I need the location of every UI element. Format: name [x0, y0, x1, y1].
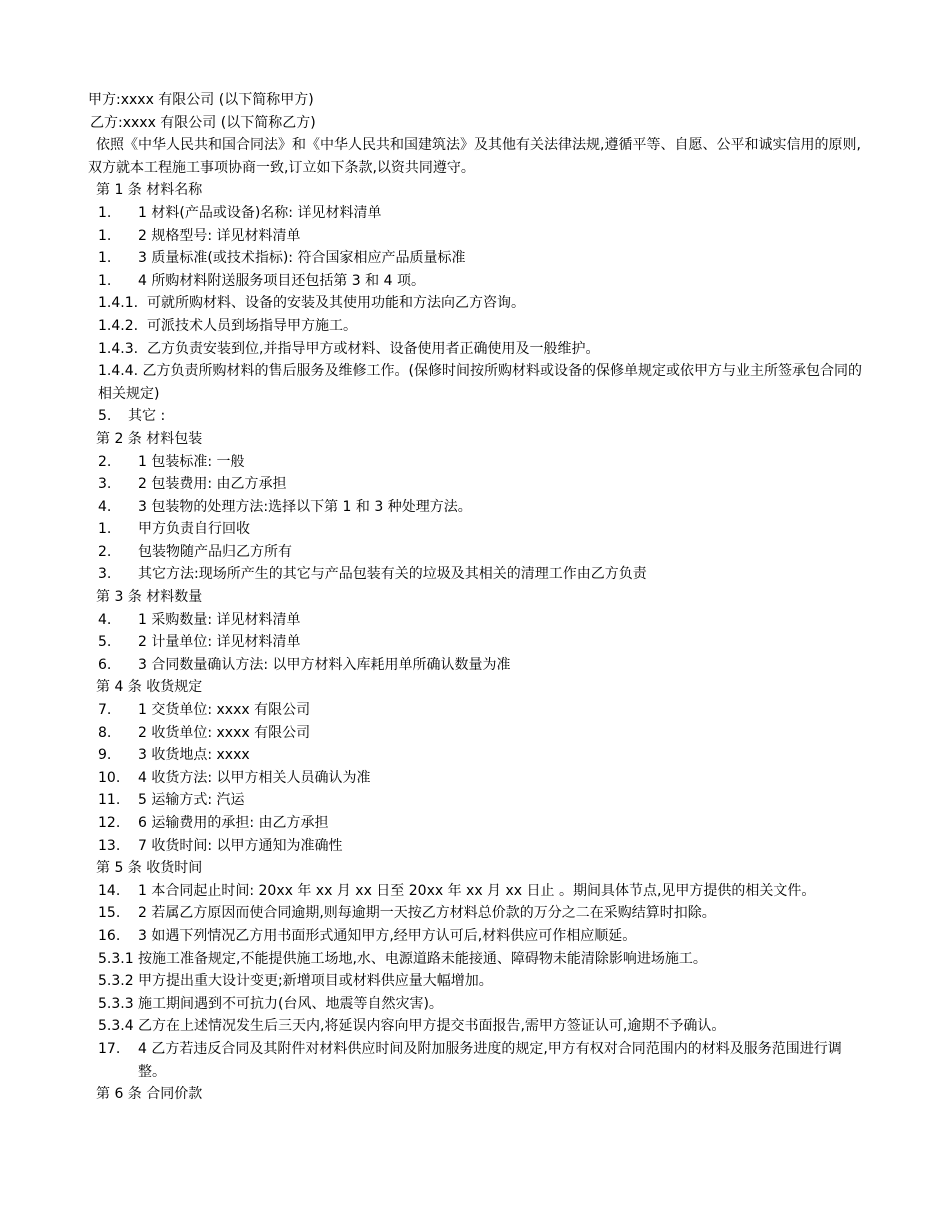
contract-body: [88, 89, 863, 1106]
clause-number: 16.: [98, 927, 121, 944]
clause-text: 2 规格型号: 详见材料清单: [138, 227, 301, 244]
clause-item: [88, 225, 863, 248]
clause-text: 2 计量单位: 详见材料清单: [138, 634, 301, 651]
clause-text: 2 若属乙方原因而使合同逾期,则每逾期一天按乙方材料总价款的万分之二在采购结算时扣除。: [138, 905, 716, 922]
clause-text: 1 材料(产品或设备)名称: 详见材料清单: [138, 204, 382, 221]
clause-item: [88, 699, 863, 722]
clause-text: 5 运输方式: 汽运: [138, 792, 245, 809]
clause-item: [88, 767, 863, 790]
clause-text: 6 运输费用的承担: 由乙方承担: [138, 815, 329, 831]
clause-item: [88, 722, 863, 745]
article-heading: 第 3 条 材料数量: [96, 589, 203, 606]
clause-text: 4 收货方法: 以甲方相关人员确认为准: [138, 769, 371, 786]
clause-number: 5.: [98, 408, 112, 425]
clause-text: 1 采购数量: 详见材料清单: [138, 611, 301, 628]
clause-text: 2 收货单位: xxxx 有限公司: [138, 724, 311, 741]
clause-item: [88, 360, 863, 405]
clause-number: 11.: [98, 792, 121, 809]
intro-text: 依照《中华人民共和国合同法》和《中华人民共和国建筑法》及其他有关法律法规,遵循平等、自愿、公平和诚实信用的原则,双方就本工程施工事项协商一致,订立如下条款,以资共同遵守。: [88, 137, 861, 176]
clause-text: 甲方提出重大设计变更;新增项目或材料供应量大幅增加。: [138, 973, 493, 990]
clause-number: 5.3.2: [98, 973, 134, 990]
clause-number: 1.4.2.: [98, 317, 139, 334]
clause-item: [88, 948, 863, 971]
clause-number: 5.: [98, 634, 112, 651]
clause-text: 乙方在上述情况发生后三天内,将延误内容向甲方提交书面报告,需甲方签证认可,逾期不予确认。: [138, 1018, 726, 1035]
clause-text: 3 如遇下列情况乙方用书面形式通知甲方,经甲方认可后,材料供应可作相应顺延。: [138, 927, 637, 944]
clause-item: [88, 247, 863, 270]
clause-text: 施工期间遇到不可抗力(台风、地震等自然灾害)。: [138, 995, 443, 1012]
clause-number: 7.: [98, 702, 112, 719]
clause-item: [88, 292, 863, 315]
clause-item: [88, 812, 863, 835]
article-heading: 第 2 条 材料包装: [96, 430, 203, 447]
clause-item: [88, 473, 863, 496]
clause-item: [88, 451, 863, 474]
clause-text: 可派技术人员到场指导甲方施工。: [147, 317, 357, 334]
clause-text: 乙方负责所购材料的售后服务及维修工作。(保修时间按所购材料或设备的保修单规定或依甲方与业主所签承包合同的相关规定): [98, 363, 862, 402]
clause-number: 10.: [98, 769, 121, 786]
clause-number: 13.: [98, 837, 121, 854]
clause-text: 1 交货单位: xxxx 有限公司: [138, 702, 311, 719]
clause-item: [88, 631, 863, 654]
clause-number: 1.: [98, 521, 112, 538]
clause-text: 4 所购材料附送服务项目还包括第 3 和 4 项。: [138, 272, 425, 289]
clause-text: 包装物随产品归乙方所有: [138, 543, 292, 560]
clause-number: 3.: [98, 566, 112, 583]
clause-number: 1.4.4.: [98, 363, 139, 380]
clause-item: [88, 315, 863, 338]
clause-text: 其它方法:现场所产生的其它与产品包装有关的垃圾及其相关的清理工作由乙方负责: [138, 566, 647, 583]
party-b-line: 乙方:xxxx 有限公司 (以下简称乙方): [90, 114, 316, 131]
clause-item: [88, 518, 863, 541]
clause-number: 8.: [98, 724, 112, 741]
clause-number: 4.: [98, 498, 112, 515]
clause-number: 12.: [98, 815, 121, 831]
clause-number: 1.4.1.: [98, 295, 139, 312]
article-heading: 第 6 条 合同价款: [96, 1086, 203, 1103]
clause-number: 9.: [98, 747, 112, 764]
clause-item: [88, 405, 863, 428]
clause-item: [88, 835, 863, 858]
party-a-line: 甲方:xxxx 有限公司 (以下简称甲方): [88, 92, 314, 108]
clause-number: 1.: [98, 272, 112, 289]
clause-number: 14.: [98, 882, 121, 899]
clause-item: [88, 563, 863, 586]
clause-number: 4.: [98, 611, 112, 628]
clause-item: [88, 202, 863, 225]
clause-item: [88, 1038, 863, 1083]
clause-text: 可就所购材料、设备的安装及其使用功能和方法向乙方咨询。: [147, 295, 525, 312]
article-heading: 第 5 条 收货时间: [96, 860, 203, 877]
intro-paragraph: [88, 134, 863, 179]
clause-item: [88, 970, 863, 993]
clause-item: [88, 270, 863, 293]
clause-text: 1 包装标准: 一般: [138, 453, 245, 470]
clause-item: [88, 744, 863, 767]
clause-number: 6.: [98, 656, 112, 673]
clause-text: 3 合同数量确认方法: 以甲方材料入库耗用单所确认数量为准: [138, 656, 511, 673]
clause-text: 甲方负责自行回收: [138, 521, 250, 538]
clause-text: 其它 :: [128, 408, 166, 425]
clause-number: 1.: [98, 250, 112, 267]
clause-item: [88, 993, 863, 1016]
clause-item: [88, 925, 863, 948]
clause-number: 5.3.3: [98, 995, 134, 1012]
clause-item: [88, 541, 863, 564]
clause-number: 1.: [98, 204, 112, 221]
clause-number: 17.: [98, 1040, 121, 1057]
clause-number: 3.: [98, 476, 112, 493]
clause-item: [88, 902, 863, 925]
clause-text: 7 收货时间: 以甲方通知为准确性: [138, 837, 343, 854]
clause-text: 3 收货地点: xxxx: [138, 747, 250, 764]
clause-number: 2.: [98, 543, 112, 560]
clause-item: [88, 338, 863, 361]
clause-text: 4 乙方若违反合同及其附件对材料供应时间及附加服务进度的规定,甲方有权对合同范围内的材料及服务范围进行调整。: [138, 1040, 842, 1080]
clause-text: 乙方负责安装到位,并指导甲方或材料、设备使用者正确使用及一般维护。: [147, 340, 600, 357]
clause-item: [88, 496, 863, 519]
clause-text: 1 本合同起止时间: 20xx 年 xx 月 xx 日至 20xx 年 xx 月 xx 日止 。期间具体节点,见甲方提供的相关文件。: [138, 882, 816, 899]
clause-number: 2.: [98, 453, 112, 470]
clause-text: 3 包装物的处理方法:选择以下第 1 和 3 种处理方法。: [138, 498, 472, 515]
clause-item: [88, 1015, 863, 1038]
clause-number: 1.4.3.: [98, 340, 139, 357]
article-heading: 第 1 条 材料名称: [96, 182, 203, 199]
clause-item: [88, 609, 863, 632]
clause-item: [88, 654, 863, 677]
clause-number: 5.3.1: [98, 950, 134, 967]
clause-number: 1.: [98, 227, 112, 244]
clause-text: 2 包装费用: 由乙方承担: [138, 476, 287, 493]
clause-text: 3 质量标准(或技术指标): 符合国家相应产品质量标准: [138, 250, 466, 267]
clause-number: 15.: [98, 905, 121, 922]
article-heading: 第 4 条 收货规定: [96, 679, 203, 696]
clause-number: 5.3.4: [98, 1018, 134, 1035]
clause-item: [88, 880, 863, 903]
clause-text: 按施工准备规定,不能提供施工场地,水、电源道路未能接通、障碍物未能清除影响进场施工。: [138, 950, 707, 967]
clause-item: [88, 789, 863, 812]
